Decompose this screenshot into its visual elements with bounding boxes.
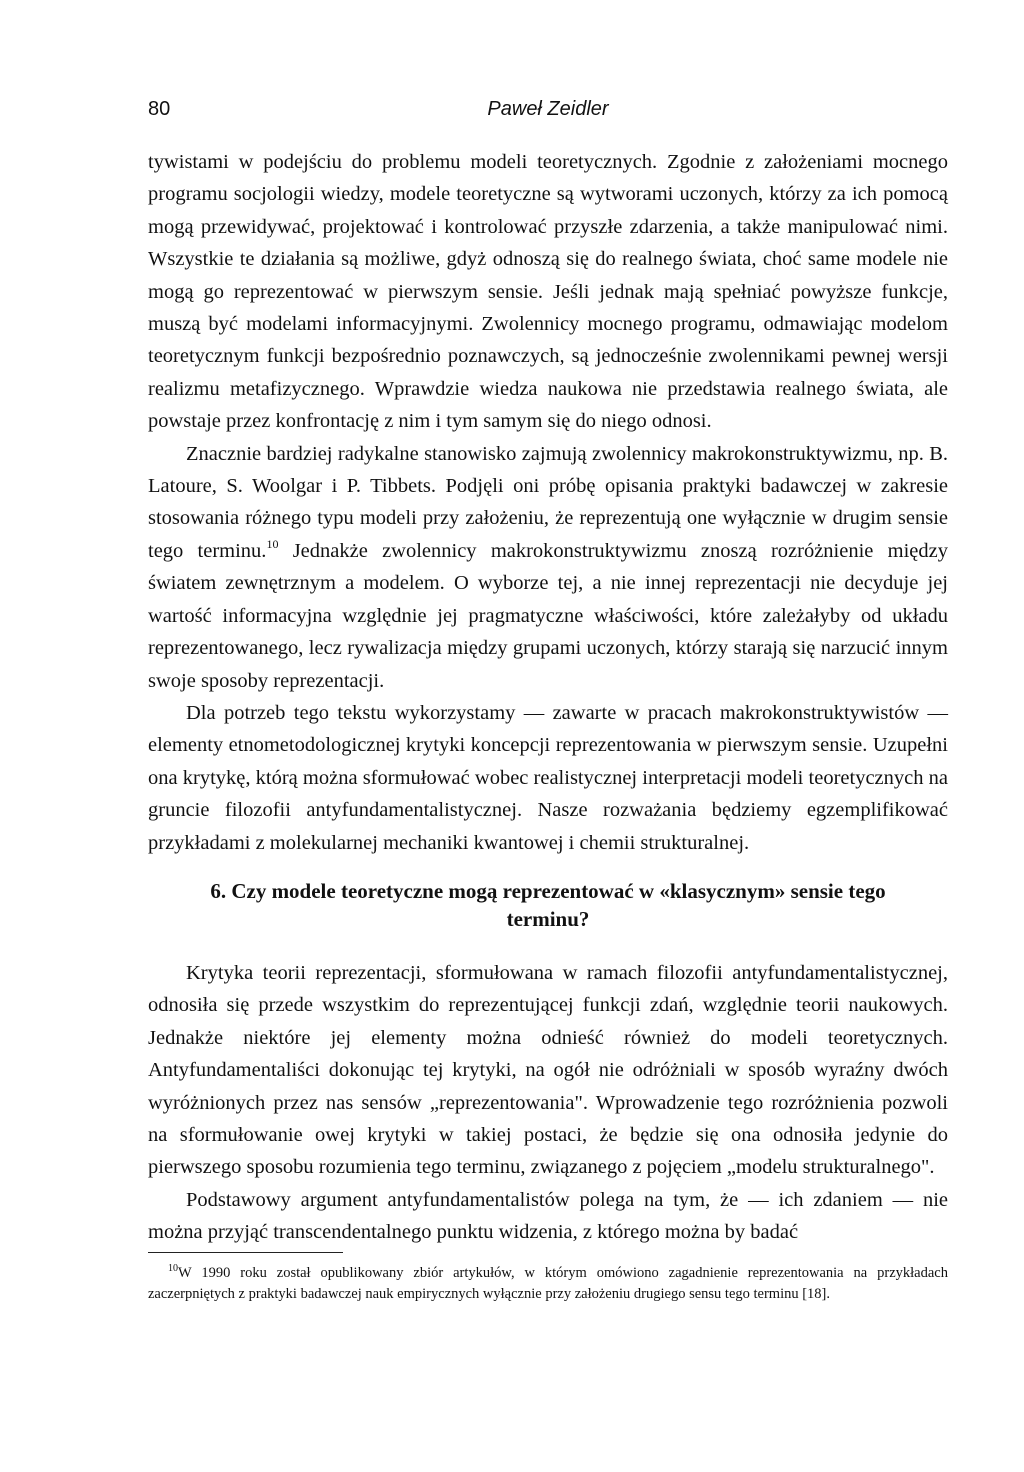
- footnote-number: 10: [168, 1263, 178, 1274]
- paragraph-3: Dla potrzeb tego tekstu wykorzystamy — zawarte w pracach makrokonstruktywistów — elementy etnometodologicznej krytyki koncepcji reprezentowania w pierwszym sensie. Uzupełni ona krytykę, którą można sformułować wobec realistycznej interpretacji modeli teoretycznych na gruncie filozofii antyfundamentalistycznej. Nasze rozważania będziemy egzemplifikować przykładami z molekularnej mechaniki kwantowej i chemii strukturalnej.: [148, 701, 948, 854]
- paragraph-2-part-1: Znacznie bardziej radykalne stanowisko zajmują zwolennicy makrokonstruktywizmu, np. B. Latoure, S. Woolgar i P. Tibbets. Podjęli oni próbę opisania praktyki badawczej w zakresie stosowania różnego typu modeli przy założeniu, że reprezentują one wyłącznie w drugim sensie tego terminu.: [148, 442, 948, 562]
- section-heading: 6. Czy modele teoretyczne mogą reprezentować w «klasycznym» sensie tego terminu?: [210, 878, 886, 931]
- page-header: [148, 98, 948, 128]
- paragraph-2-part-2: Jednakże zwolennicy makrokonstruktywizmu znoszą rozróżnienie między światem zewnętrznym a modelem. O wyborze tej, a nie innej reprezentacji nie decyduje jej wartość informacyjna względnie jej pragmatyczne właściwości, które zależałyby od układu reprezentowanego, lecz rywalizacja między grupami uczonych, którzy starają się narzucić innym swoje sposoby reprezentacji.: [148, 539, 948, 692]
- footnotes: [148, 1252, 948, 1305]
- paragraph-1: tywistami w podejściu do problemu modeli teoretycznych. Zgodnie z założeniami mocnego programu socjologii wiedzy, modele teoretyczne są wytworami uczonych, którzy za ich pomocą mogą przewidywać, projektować i kontrolować przyszłe zdarzenia, a także manipulować nimi. Wszystkie te działania są możliwe, gdyż odnoszą się do realnego świata, choć same modele nie mogą go reprezentować w pierwszym sensie. Jeśli jednak mają spełniać powyższe funkcje, muszą być modelami informacyjnymi. Zwolennicy mocnego programu, odmawiając modelom teoretycznym funkcji bezpośrednio poznawczych, są jednocześnie zwolennikami pewnej wersji realizmu metafizycznego. Wprawdzie wiedza naukowa nie przedstawia realnego świata, ale powstaje przez konfrontację z nim i tym samym się do niego odnosi.: [148, 151, 948, 433]
- paragraph-2: [148, 438, 948, 697]
- body-text: [148, 146, 948, 1249]
- footnote-ref-10: 10: [266, 536, 279, 551]
- footnote-10: [148, 1263, 948, 1305]
- paragraph-5: Podstawowy argument antyfundamentalistów polega na tym, że — ich zdaniem — nie można przyjąć transcendentalnego punktu widzenia, z którego można by badać: [148, 1188, 948, 1244]
- footnote-divider: [148, 1252, 343, 1253]
- paragraph-4: Krytyka teorii reprezentacji, sformułowana w ramach filozofii antyfundamentalistycznej, odnosiła się przede wszystkim do reprezentującej funkcji zdań, względnie teorii naukowych. Jednakże niektóre jej elementy można odnieść również do modeli teoretycznych. Antyfundamentaliści dokonując tej krytyki, na ogół nie odróżniali w sposób wyraźny dwóch wyróżnionych przez nas sensów „reprezentowania". Wprowadzenie tego rozróżnienia pozwoli na sformułowanie owej krytyki w takiej postaci, że będzie się ona odnosiła jedynie do pierwszego sposobu rozumienia tego terminu, związanego z pojęciem „modelu strukturalnego".: [148, 961, 948, 1179]
- footnote-text: W 1990 roku został opublikowany zbiór artykułów, w którym omówiono zagadnienie reprezentowania na przykładach zaczerpniętych z praktyki badawczej nauk empirycznych wyłącznie przy założeniu drugiego sensu tego terminu [18].: [148, 1265, 948, 1302]
- page-number: 80: [148, 98, 171, 120]
- running-head: Paweł Zeidler: [487, 98, 609, 120]
